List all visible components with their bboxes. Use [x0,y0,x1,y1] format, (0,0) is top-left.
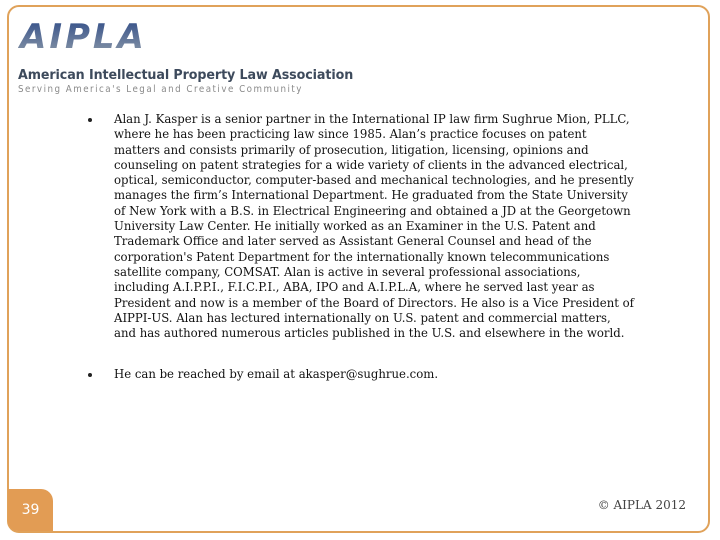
aipla-logo [18,18,358,95]
bullet-dot-icon [88,118,92,122]
bullet-dot-icon [88,373,92,377]
slide-content [88,112,636,383]
contact-text: He can be reached by email at akasper@sughrue.com. [114,367,439,382]
logo-wordmark: AIPLA [20,18,147,52]
tagline: Serving America's Legal and Creative Community [18,84,303,95]
slide-number: 39 [8,489,53,531]
bio-bullet [88,112,636,341]
copyright: © AIPLA 2012 [597,498,686,512]
contact-bullet [88,367,636,382]
bio-text: Alan J. Kasper is a senior partner in the International IP law firm Sughrue Mion, PLLC, where he has been practicing law since 1985. Alan’s practice focuses on patent matters and consists primarily of prosecution, litigation, licensing, opinions and counseling on patent strategies for a wide variety of clients in the advanced electrical, optical, semiconductor, computer-based and mechanical technologies, and he presently manages the firm’s International Department. He graduated from the State University of New York with a B.S. in Electrical Engineering and obtained a JD at the Georgetown University Law Center. He initially worked as an Examiner in the U.S. Patent and Trademark Office and later served as Assistant General Counsel and head of the corporation's Patent Department for the internationally known telecommunications satellite company, COMSAT. Alan is active in several professional associations, including A.I.P.P.I., F.I.C.P.I., ABA, IPO and A.I.P.L.A, where he served last year as President and now is a member of the Board of Directors. He also is a Vice President of AIPPI-US. Alan has lectured internationally on U.S. patent and commercial matters, and has authored numerous articles published in the U.S. and elsewhere in the world. [114,112,634,341]
aipla-logo-mark [18,18,193,52]
org-name: American Intellectual Property Law Association [18,67,354,83]
